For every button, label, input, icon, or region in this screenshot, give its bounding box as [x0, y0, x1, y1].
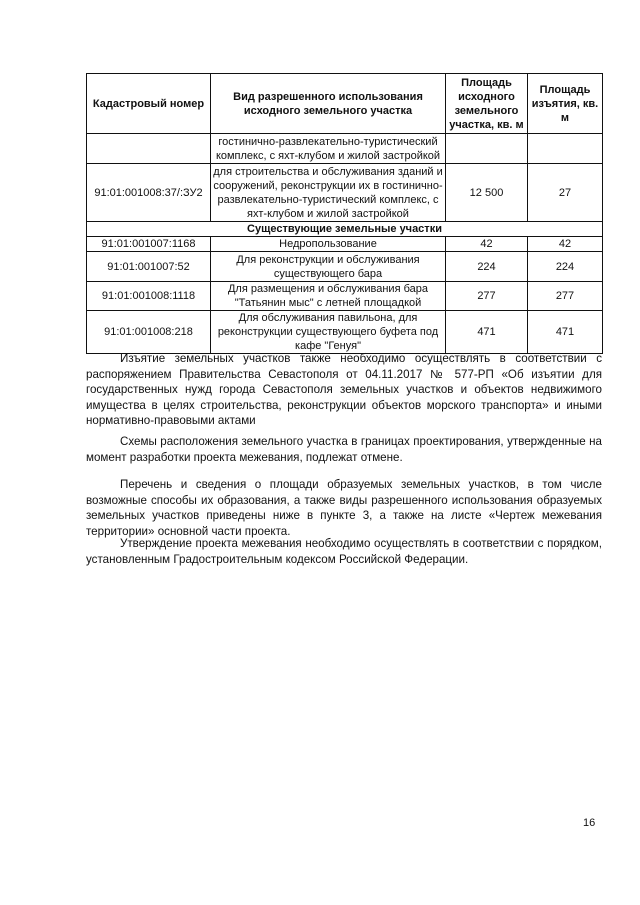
table-row: [87, 164, 603, 222]
cell-use: Для обслуживания павильона, для реконструкции существующего буфета под кафе "Генуя": [211, 311, 446, 354]
table-row: [87, 252, 603, 282]
cell-area: 42: [446, 237, 528, 252]
paragraph-text: Утверждение проекта межевания необходимо осуществлять в соответствии с порядком, установленным Градостроительным кодексом Российской Федерации.: [86, 537, 602, 566]
table-row: [87, 237, 603, 252]
header-source-area: Площадь исходного земельного участка, кв. м: [446, 74, 528, 134]
cell-use: Для размещения и обслуживания бара "Татьянин мыс" с летней площадкой: [211, 282, 446, 311]
cell-cadastral: 91:01:001008:1118: [87, 282, 211, 311]
cell-use: для строительства и обслуживания зданий и сооружений, реконструкции их в гостинично-развлекательно-туристический комплекс, с яхт-клубом и жилой застройкой: [211, 164, 446, 222]
section-row: [87, 222, 603, 237]
cell-withdrawal: 27: [528, 164, 603, 222]
paragraph-text: Изъятие земельных участков также необходимо осуществлять в соответствии с распоряжением Правительства Севастополя от 04.11.2017 № 577-РП «Об изъятии для государственных нужд города Севастополя земельных участков и объектов недвижимого имущества в целях строительства, реконструкции объектов морского транспорта» и иными нормативно-правовыми актами: [86, 352, 602, 427]
paragraph-withdrawal: [86, 351, 602, 429]
cell-cadastral: 91:01:001008:37/:ЗУ2: [87, 164, 211, 222]
paragraph-schemes: [86, 434, 602, 465]
header-withdrawal-area: Площадь изъятия, кв. м: [528, 74, 603, 134]
cell-area: 224: [446, 252, 528, 282]
table-header-row: [87, 74, 603, 134]
cell-area: 12 500: [446, 164, 528, 222]
paragraph-text: Перечень и сведения о площади образуемых земельных участков, в том числе возможные способы их образования, а также виды разрешенного использования образуемых земельных участков приведены ниже в пункте 3, а также на листе «Чертеж межевания территории» основной части проекта.: [86, 478, 602, 538]
cell-area: 471: [446, 311, 528, 354]
page-number: 16: [583, 817, 596, 829]
table-row: [87, 311, 603, 354]
cell-withdrawal: [528, 134, 603, 164]
cell-use: Для реконструкции и обслуживания существующего бара: [211, 252, 446, 282]
section-title: Существующие земельные участки: [87, 222, 603, 237]
paragraph-text: Схемы расположения земельного участка в границах проектирования, утвержденные на момент разработки проекта межевания, подлежат отмене.: [86, 435, 602, 464]
cell-withdrawal: 471: [528, 311, 603, 354]
cell-withdrawal: 224: [528, 252, 603, 282]
cell-area: [446, 134, 528, 164]
paragraph-list-of-plots: [86, 477, 602, 539]
table-row: [87, 134, 603, 164]
cell-cadastral: 91:01:001008:218: [87, 311, 211, 354]
header-permitted-use: Вид разрешенного использования исходного земельного участка: [211, 74, 446, 134]
cell-withdrawal: 42: [528, 237, 603, 252]
cell-use: Недропользование: [211, 237, 446, 252]
table-row: [87, 282, 603, 311]
cell-cadastral: 91:01:001007:1168: [87, 237, 211, 252]
header-cadastral-number: Кадастровый номер: [87, 74, 211, 134]
land-plots-table: [86, 73, 603, 354]
cell-area: 277: [446, 282, 528, 311]
cell-withdrawal: 277: [528, 282, 603, 311]
cell-cadastral: [87, 134, 211, 164]
cell-use: гостинично-развлекательно-туристический комплекс, с яхт-клубом и жилой застройкой: [211, 134, 446, 164]
cell-cadastral: 91:01:001007:52: [87, 252, 211, 282]
paragraph-approval: [86, 536, 602, 567]
